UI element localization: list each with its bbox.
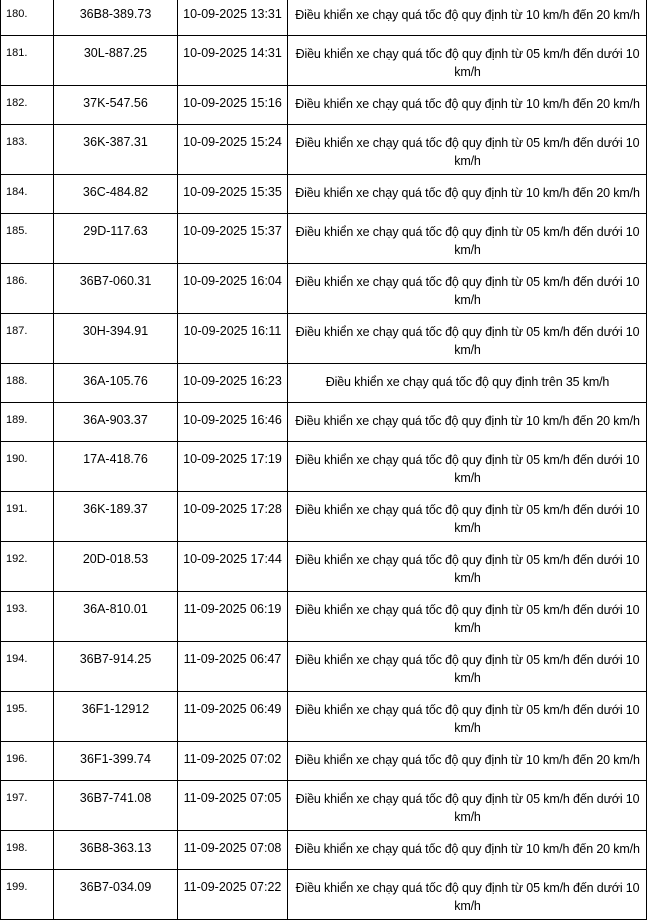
license-plate: 36B7-034.09 bbox=[54, 870, 178, 920]
license-plate: 36C-484.82 bbox=[54, 175, 178, 214]
row-number: 199. bbox=[1, 870, 54, 920]
license-plate: 30H-394.91 bbox=[54, 314, 178, 364]
table-row bbox=[1, 492, 647, 542]
license-plate: 20D-018.53 bbox=[54, 542, 178, 592]
row-number: 191. bbox=[1, 492, 54, 542]
table-row bbox=[1, 264, 647, 314]
violation-time: 10-09-2025 13:31 bbox=[178, 0, 288, 36]
table-row bbox=[1, 403, 647, 442]
row-number: 188. bbox=[1, 364, 54, 403]
violation-time: 11-09-2025 07:02 bbox=[178, 742, 288, 781]
row-number: 180. bbox=[1, 0, 54, 36]
violation-description: Điều khiển xe chạy quá tốc độ quy định từ 10 km/h đến 20 km/h bbox=[288, 403, 647, 442]
row-number: 198. bbox=[1, 831, 54, 870]
license-plate: 36A-810.01 bbox=[54, 592, 178, 642]
table-row bbox=[1, 36, 647, 86]
row-number: 183. bbox=[1, 125, 54, 175]
table-row bbox=[1, 314, 647, 364]
table-row bbox=[1, 781, 647, 831]
violations-table-body bbox=[1, 0, 647, 920]
row-number: 185. bbox=[1, 214, 54, 264]
table-row bbox=[1, 364, 647, 403]
violation-time: 10-09-2025 16:11 bbox=[178, 314, 288, 364]
license-plate: 37K-547.56 bbox=[54, 86, 178, 125]
license-plate: 36F1-399.74 bbox=[54, 742, 178, 781]
violation-time: 10-09-2025 15:35 bbox=[178, 175, 288, 214]
row-number: 194. bbox=[1, 642, 54, 692]
table-row bbox=[1, 742, 647, 781]
violation-time: 11-09-2025 07:08 bbox=[178, 831, 288, 870]
table-row bbox=[1, 442, 647, 492]
license-plate: 36A-903.37 bbox=[54, 403, 178, 442]
violation-description: Điều khiển xe chạy quá tốc độ quy định từ 10 km/h đến 20 km/h bbox=[288, 86, 647, 125]
violation-time: 10-09-2025 15:37 bbox=[178, 214, 288, 264]
violation-time: 10-09-2025 16:04 bbox=[178, 264, 288, 314]
table-row bbox=[1, 592, 647, 642]
license-plate: 36B7-060.31 bbox=[54, 264, 178, 314]
violation-time: 10-09-2025 14:31 bbox=[178, 36, 288, 86]
license-plate: 36B7-741.08 bbox=[54, 781, 178, 831]
table-row bbox=[1, 542, 647, 592]
license-plate: 36F1-12912 bbox=[54, 692, 178, 742]
table-row bbox=[1, 831, 647, 870]
violation-time: 11-09-2025 06:49 bbox=[178, 692, 288, 742]
violation-time: 11-09-2025 07:05 bbox=[178, 781, 288, 831]
violation-time: 10-09-2025 15:24 bbox=[178, 125, 288, 175]
row-number: 193. bbox=[1, 592, 54, 642]
license-plate: 30L-887.25 bbox=[54, 36, 178, 86]
row-number: 196. bbox=[1, 742, 54, 781]
row-number: 192. bbox=[1, 542, 54, 592]
violation-description: Điều khiển xe chạy quá tốc độ quy định từ 10 km/h đến 20 km/h bbox=[288, 175, 647, 214]
table-row bbox=[1, 692, 647, 742]
violation-description: Điều khiển xe chạy quá tốc độ quy định từ 05 km/h đến dưới 10 km/h bbox=[288, 442, 647, 492]
violation-description: Điều khiển xe chạy quá tốc độ quy định từ 10 km/h đến 20 km/h bbox=[288, 831, 647, 870]
license-plate: 36B7-914.25 bbox=[54, 642, 178, 692]
row-number: 197. bbox=[1, 781, 54, 831]
license-plate: 36K-189.37 bbox=[54, 492, 178, 542]
violation-time: 11-09-2025 07:22 bbox=[178, 870, 288, 920]
violation-description: Điều khiển xe chạy quá tốc độ quy định từ 05 km/h đến dưới 10 km/h bbox=[288, 692, 647, 742]
row-number: 186. bbox=[1, 264, 54, 314]
violation-time: 10-09-2025 17:44 bbox=[178, 542, 288, 592]
violation-time: 10-09-2025 15:16 bbox=[178, 86, 288, 125]
row-number: 182. bbox=[1, 86, 54, 125]
violation-time: 10-09-2025 17:28 bbox=[178, 492, 288, 542]
violation-time: 11-09-2025 06:47 bbox=[178, 642, 288, 692]
violation-time: 10-09-2025 16:23 bbox=[178, 364, 288, 403]
violation-description: Điều khiển xe chạy quá tốc độ quy định từ 05 km/h đến dưới 10 km/h bbox=[288, 642, 647, 692]
table-row bbox=[1, 175, 647, 214]
violation-description: Điều khiển xe chạy quá tốc độ quy định từ 05 km/h đến dưới 10 km/h bbox=[288, 36, 647, 86]
violation-time: 11-09-2025 06:19 bbox=[178, 592, 288, 642]
table-row bbox=[1, 0, 647, 36]
violation-description: Điều khiển xe chạy quá tốc độ quy định từ 05 km/h đến dưới 10 km/h bbox=[288, 542, 647, 592]
violation-description: Điều khiển xe chạy quá tốc độ quy định trên 35 km/h bbox=[288, 364, 647, 403]
violation-description: Điều khiển xe chạy quá tốc độ quy định từ 05 km/h đến dưới 10 km/h bbox=[288, 870, 647, 920]
license-plate: 17A-418.76 bbox=[54, 442, 178, 492]
violation-description: Điều khiển xe chạy quá tốc độ quy định từ 05 km/h đến dưới 10 km/h bbox=[288, 314, 647, 364]
violation-time: 10-09-2025 16:46 bbox=[178, 403, 288, 442]
table-row bbox=[1, 870, 647, 920]
violation-description: Điều khiển xe chạy quá tốc độ quy định từ 05 km/h đến dưới 10 km/h bbox=[288, 492, 647, 542]
table-row bbox=[1, 86, 647, 125]
row-number: 184. bbox=[1, 175, 54, 214]
table-row bbox=[1, 125, 647, 175]
row-number: 189. bbox=[1, 403, 54, 442]
violation-description: Điều khiển xe chạy quá tốc độ quy định từ 05 km/h đến dưới 10 km/h bbox=[288, 264, 647, 314]
license-plate: 36B8-363.13 bbox=[54, 831, 178, 870]
violation-description: Điều khiển xe chạy quá tốc độ quy định từ 05 km/h đến dưới 10 km/h bbox=[288, 592, 647, 642]
row-number: 181. bbox=[1, 36, 54, 86]
table-row bbox=[1, 214, 647, 264]
violation-time: 10-09-2025 17:19 bbox=[178, 442, 288, 492]
license-plate: 36B8-389.73 bbox=[54, 0, 178, 36]
row-number: 190. bbox=[1, 442, 54, 492]
violation-description: Điều khiển xe chạy quá tốc độ quy định từ 05 km/h đến dưới 10 km/h bbox=[288, 125, 647, 175]
table-row bbox=[1, 642, 647, 692]
violation-description: Điều khiển xe chạy quá tốc độ quy định từ 10 km/h đến 20 km/h bbox=[288, 742, 647, 781]
violation-description: Điều khiển xe chạy quá tốc độ quy định từ 05 km/h đến dưới 10 km/h bbox=[288, 781, 647, 831]
license-plate: 36A-105.76 bbox=[54, 364, 178, 403]
violation-description: Điều khiển xe chạy quá tốc độ quy định từ 10 km/h đến 20 km/h bbox=[288, 0, 647, 36]
violation-description: Điều khiển xe chạy quá tốc độ quy định từ 05 km/h đến dưới 10 km/h bbox=[288, 214, 647, 264]
license-plate: 29D-117.63 bbox=[54, 214, 178, 264]
row-number: 187. bbox=[1, 314, 54, 364]
row-number: 195. bbox=[1, 692, 54, 742]
license-plate: 36K-387.31 bbox=[54, 125, 178, 175]
